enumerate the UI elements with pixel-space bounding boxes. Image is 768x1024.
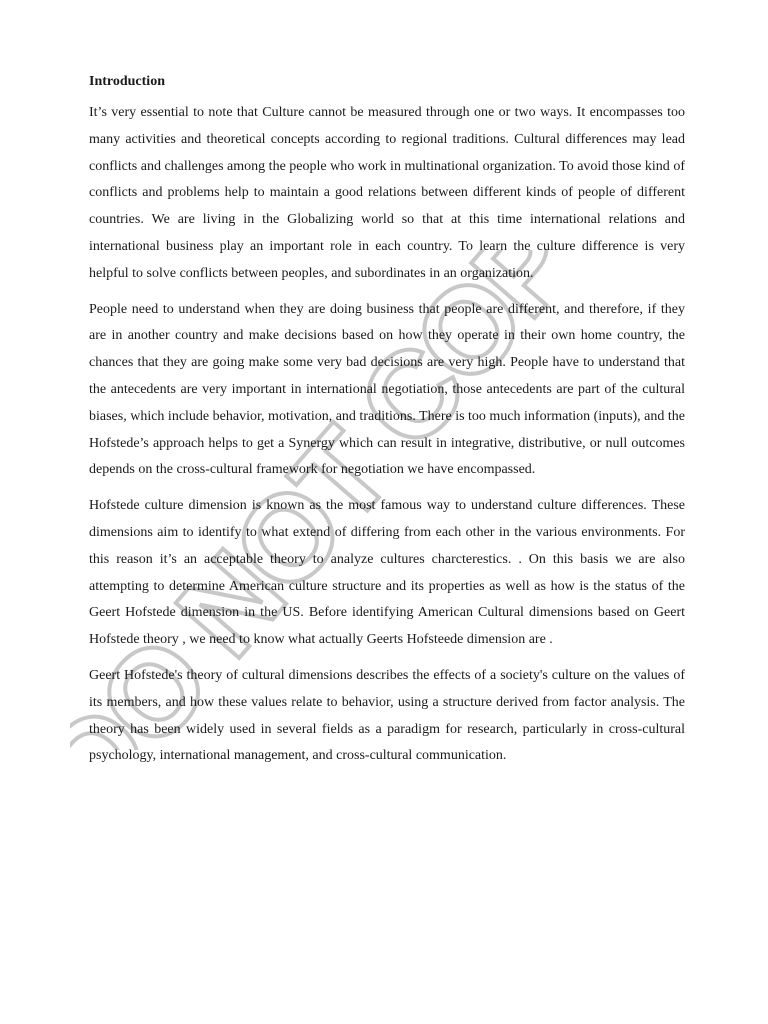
section-heading: Introduction <box>89 74 165 89</box>
paragraph-3: Hofstede culture dimension is known as the most famous way to understand culture differences. These dimensions aim to identify to what extend of differing from each other in the various environments. For this reason it’s an acceptable theory to analyze cultures charcterestics. . On this basis we are also attempting to determine American culture structure and its properties as well as how is the status of the Geert Hofstede dimension in the US. Before identifying American Cultural dimensions based on Geert Hofstede theory , we need to know what actually Geerts Hofsteede dimension are . <box>89 498 685 648</box>
document-body <box>89 72 685 779</box>
watermark-text: DO NOT COPY <box>70 250 630 750</box>
paragraph-4: Geert Hofstede's theory of cultural dimensions describes the effects of a society's culture on the values of its members, and how these values relate to behavior, using a structure derived from factor analysis. The theory has been widely used in several fields as a paradigm for research, particularly in cross-cultural psychology, international management, and cross-cultural communication. <box>89 667 685 764</box>
paragraph-2: People need to understand when they are doing business that people are different, and therefore, if they are in another country and make decisions based on how they operate in their own home country, the chances that they are going make some very bad decisions are very high. People have to understand that the antecedents are very important in international negotiation, those antecedents are part of the cultural biases, which include behavior, motivation, and traditions. There is too much information (inputs), and the Hofstede’s approach helps to get a Synergy which can result in integrative, distributive, or null outcomes depends on the cross-cultural framework for negotiation we have encompassed. <box>89 301 685 478</box>
paragraph-1: It’s very essential to note that Culture cannot be measured through one or two ways. It encompasses too many activities and theoretical concepts according to regional traditions. Cultural differences may lead conflicts and challenges among the people who work in multinational organization. To avoid those kind of conflicts and problems help to maintain a good relations between different kinds of people of different countries. We are living in the Globalizing world so that at this time international relations and international business play an important role in each country. To learn the culture difference is very helpful to solve conflicts between peoples, and subordinates in an organization. <box>89 105 685 281</box>
